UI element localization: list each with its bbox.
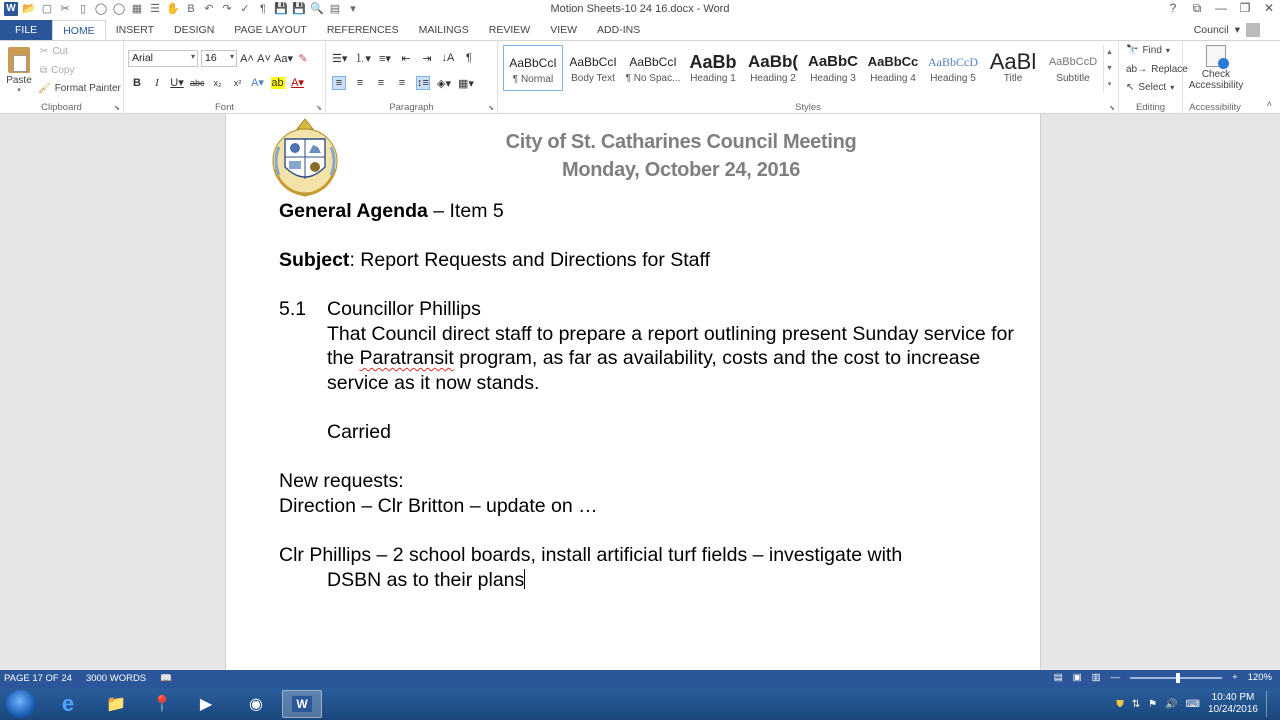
- window-controls: [1166, 1, 1276, 16]
- print-icon[interactable]: ▤: [329, 3, 341, 15]
- style-name: Title: [1003, 73, 1023, 84]
- paste-label: Paste: [6, 75, 32, 86]
- find-button[interactable]: [1126, 45, 1170, 56]
- bullets-icon[interactable]: ☰▾: [332, 52, 348, 65]
- tab-mailings[interactable]: MAILINGS: [418, 24, 469, 36]
- copy-label: Copy: [51, 65, 75, 76]
- style-heading-3[interactable]: [803, 45, 863, 91]
- dialog-launcher-icon[interactable]: ⬊: [1109, 105, 1115, 112]
- item-title: Councillor Phillips: [327, 298, 481, 320]
- style-sample: AaBb: [689, 52, 737, 72]
- style-name: Subtitle: [1056, 73, 1090, 84]
- align-left-icon[interactable]: ≡: [332, 76, 346, 90]
- read-mode-icon[interactable]: ▤: [1053, 672, 1063, 683]
- text-effects-icon[interactable]: A▾: [251, 77, 264, 89]
- chrome-icon[interactable]: ◉: [249, 696, 263, 713]
- title-bar: [0, 0, 1280, 20]
- tab-add-ins[interactable]: ADD-INS: [597, 24, 641, 36]
- tab-page-layout[interactable]: PAGE LAYOUT: [234, 24, 307, 36]
- replace-label: Replace: [1151, 64, 1188, 75]
- more-styles-icon[interactable]: ▾: [1107, 81, 1112, 88]
- open-folder-icon[interactable]: 📂: [22, 3, 36, 15]
- window-title: Motion Sheets-10 24 16.docx - Word: [550, 3, 730, 15]
- clock-date: 10/24/2016: [1207, 704, 1258, 715]
- zoom-slider-thumb[interactable]: [1176, 673, 1180, 683]
- editing-group-label: Editing: [1135, 102, 1166, 113]
- dialog-launcher-icon[interactable]: ⬊: [114, 105, 120, 112]
- align-right-icon[interactable]: ≡: [377, 77, 385, 89]
- format-painter-label: Format Painter: [54, 83, 121, 94]
- agenda-item: – Item 5: [427, 200, 504, 222]
- table-icon[interactable]: ▦: [131, 3, 143, 15]
- direction-line: Direction – Clr Britton – update on …: [279, 495, 598, 517]
- chevron-down-icon: ▾: [1165, 46, 1170, 55]
- scissors-icon: ✂: [40, 46, 49, 57]
- font-group: [124, 41, 326, 115]
- zoom-in-icon[interactable]: +: [1232, 672, 1238, 683]
- shrink-font-icon[interactable]: A˅: [257, 52, 271, 65]
- media-player-icon[interactable]: ▶: [199, 696, 213, 713]
- subject-line: [279, 248, 1019, 273]
- style-sample: AaBbCcI: [569, 55, 617, 69]
- line-spacing-icon[interactable]: ↕≡: [417, 77, 429, 89]
- change-case-icon[interactable]: Aa▾: [274, 53, 293, 65]
- save-as-icon[interactable]: 💾: [292, 3, 306, 15]
- replace-button[interactable]: [1126, 64, 1188, 75]
- restore-button[interactable]: ❐: [1239, 1, 1251, 15]
- list-icon[interactable]: ☰: [150, 3, 160, 15]
- copy-icon: ⧉: [40, 65, 48, 76]
- new-document-icon[interactable]: ▢: [41, 3, 53, 15]
- network-icon[interactable]: ⇅: [1131, 698, 1141, 710]
- style-title[interactable]: [983, 45, 1043, 91]
- tab-file[interactable]: FILE: [0, 20, 52, 40]
- style-body-text[interactable]: [563, 45, 623, 91]
- pilcrow-icon[interactable]: ¶: [465, 52, 472, 64]
- system-clock[interactable]: [1208, 692, 1258, 716]
- replace-icon: ab→: [1126, 64, 1148, 75]
- motion-result: Carried: [327, 420, 391, 443]
- word-app-icon[interactable]: W: [4, 2, 18, 16]
- superscript-icon[interactable]: x²: [233, 77, 242, 88]
- style-name: Heading 2: [750, 73, 796, 84]
- styles-gallery: [503, 45, 1103, 93]
- phillips-request-line2: DSBN as to their plans: [327, 568, 525, 591]
- font-name-value: Arial: [132, 52, 154, 64]
- new-page-icon[interactable]: ▯: [79, 3, 87, 15]
- highlight-color-icon[interactable]: ab: [271, 76, 284, 89]
- zoom-out-icon[interactable]: —: [1110, 672, 1121, 683]
- minimize-button[interactable]: —: [1215, 1, 1227, 15]
- ribbon: [0, 40, 1280, 114]
- binoculars-icon: 🔭: [1126, 45, 1139, 56]
- avatar: [1246, 23, 1260, 37]
- clear-formatting-icon[interactable]: ✎: [298, 53, 308, 65]
- agenda-label: General Agenda: [279, 200, 428, 222]
- style-sample: AaBbCc: [867, 54, 919, 69]
- cut-button[interactable]: [40, 46, 68, 57]
- chevron-down-icon[interactable]: ▼: [1106, 65, 1113, 72]
- clock-time: 10:40 PM: [1211, 692, 1255, 703]
- stamp-app-icon[interactable]: 📍: [152, 696, 172, 713]
- agenda-line: [279, 199, 1019, 224]
- show-desktop-button[interactable]: [1266, 691, 1274, 717]
- collapse-ribbon-icon[interactable]: ˄: [1266, 99, 1272, 109]
- styles-gallery-scroll[interactable]: [1103, 45, 1115, 93]
- motion-text-start: That Council direct staff to prepare a report outlining present Sunday service for the: [327, 322, 1014, 369]
- internet-explorer-icon[interactable]: e: [61, 691, 75, 716]
- spelling-check-icon[interactable]: ✓: [240, 3, 250, 15]
- shading-icon[interactable]: ◈▾: [437, 77, 451, 90]
- paste-button[interactable]: [6, 47, 32, 94]
- motion-text-end: program, as far as availability, costs and the cost to increase service as it now stands.: [327, 347, 981, 394]
- ribbon-display-options-button[interactable]: ⧉: [1192, 1, 1202, 15]
- chevron-up-icon[interactable]: ▲: [1106, 49, 1113, 56]
- tab-insert[interactable]: INSERT: [115, 24, 155, 36]
- style-sample: AaBl: [989, 51, 1037, 73]
- paragraph-group-label: Paragraph: [389, 102, 434, 113]
- page-count[interactable]: PAGE 17 OF 24: [4, 673, 72, 684]
- windows-taskbar: [0, 688, 1280, 720]
- clipboard-group: [0, 41, 124, 115]
- paintbrush-icon: 🖌: [38, 83, 51, 94]
- save-icon[interactable]: 💾: [274, 3, 288, 15]
- multilevel-list-icon[interactable]: ≡▾: [378, 52, 391, 65]
- style-heading-1[interactable]: [683, 45, 743, 91]
- close-button[interactable]: ✕: [1263, 1, 1275, 15]
- text-cursor: [524, 569, 525, 589]
- phillips-request-line1: Clr Phillips – 2 school boards, install artificial turf fields – investigate with: [279, 544, 903, 566]
- increase-indent-icon[interactable]: ⇥: [422, 52, 432, 65]
- chevron-down-icon: ▾: [1170, 83, 1175, 92]
- subject-text: : Report Requests and Directions for Staff: [349, 249, 711, 271]
- borders-icon[interactable]: ▦▾: [458, 77, 474, 90]
- phillips-request: [279, 543, 1019, 592]
- customize-qat-icon[interactable]: ▾: [350, 3, 356, 15]
- font-group-label: Font: [214, 102, 234, 113]
- font-name-combo[interactable]: [128, 50, 198, 67]
- file-explorer-icon[interactable]: 📁: [106, 696, 126, 713]
- style-heading-4[interactable]: [863, 45, 923, 91]
- style-name: Body Text: [571, 73, 615, 84]
- chevron-down-icon: ▾: [17, 87, 21, 94]
- paste-icon: [8, 47, 30, 73]
- redo-icon[interactable]: ↷: [222, 3, 232, 15]
- circle-icon[interactable]: ◯: [94, 3, 108, 15]
- strikethrough-icon[interactable]: abc: [190, 77, 205, 88]
- styles-group-label: Styles: [795, 102, 821, 113]
- motion-item: [279, 297, 1019, 444]
- select-label: Select: [1138, 82, 1167, 93]
- chevron-down-icon: ▾: [1234, 24, 1240, 36]
- style-no-spacing[interactable]: [623, 45, 683, 91]
- tab-view[interactable]: VIEW: [550, 24, 578, 36]
- system-tray: [1116, 691, 1274, 717]
- select-button[interactable]: [1126, 82, 1174, 93]
- tab-references[interactable]: REFERENCES: [326, 24, 399, 36]
- accessibility-checker-icon: [1206, 45, 1226, 67]
- print-layout-icon[interactable]: ▣: [1072, 672, 1082, 683]
- accessibility-group-label: Accessibility: [1189, 102, 1241, 113]
- style-sample: AaBbCcI: [509, 56, 557, 70]
- circle-green-icon[interactable]: ◯: [112, 3, 126, 15]
- ribbon-tabs: [0, 20, 1280, 40]
- hands-icon[interactable]: ✋: [166, 3, 180, 15]
- shield-icon[interactable]: ⛊: [1116, 698, 1124, 710]
- font-color-icon[interactable]: A▾: [291, 77, 304, 89]
- word-count[interactable]: 3000 WORDS: [85, 673, 147, 684]
- zoom-level[interactable]: 120%: [1247, 672, 1272, 683]
- numbering-icon[interactable]: ⒈▾: [354, 53, 371, 65]
- motion-text: [279, 322, 1019, 396]
- style-name: Heading 3: [810, 73, 856, 84]
- bold-icon[interactable]: B: [187, 3, 195, 15]
- spelling-flagged-word[interactable]: Paratransit: [359, 347, 454, 369]
- underline-icon[interactable]: U▾: [170, 77, 184, 89]
- tools-icon[interactable]: ✂: [60, 3, 70, 15]
- show-formatting-icon[interactable]: ¶: [260, 3, 266, 15]
- print-preview-icon[interactable]: 🔍: [310, 3, 324, 15]
- paragraph-group: [326, 41, 498, 115]
- format-painter-button[interactable]: [38, 83, 121, 94]
- style-sample: AaBb(: [747, 52, 799, 71]
- style-heading-5[interactable]: [923, 45, 983, 91]
- justify-icon[interactable]: ≡: [398, 77, 406, 89]
- italic-icon[interactable]: I: [155, 76, 159, 89]
- cut-label: Cut: [52, 46, 68, 57]
- grow-font-icon[interactable]: A˄: [240, 52, 254, 65]
- subscript-icon[interactable]: x₂: [213, 77, 222, 88]
- check-accessibility-label: Check Accessibility: [1188, 69, 1244, 91]
- style-name: Heading 1: [690, 73, 736, 84]
- style-heading-2[interactable]: [743, 45, 803, 91]
- dialog-launcher-icon[interactable]: ⬊: [316, 105, 322, 112]
- header-meeting-title: City of St. Catharines Council Meeting: [505, 131, 857, 153]
- style-sample: AaBbCcD: [1048, 56, 1098, 68]
- tab-review[interactable]: REVIEW: [488, 24, 531, 36]
- help-button[interactable]: ?: [1169, 1, 1177, 15]
- tab-design[interactable]: DESIGN: [174, 24, 215, 36]
- city-crest-logo: [269, 117, 341, 197]
- style-name: Heading 5: [930, 73, 976, 84]
- align-center-icon[interactable]: ≡: [356, 77, 364, 89]
- document-header: [376, 128, 986, 184]
- word-taskbar-icon[interactable]: [282, 690, 322, 718]
- header-meeting-date: Monday, October 24, 2016: [561, 159, 801, 181]
- document-page[interactable]: [225, 114, 1041, 670]
- copy-button[interactable]: [40, 65, 75, 76]
- document-canvas[interactable]: [0, 114, 1280, 670]
- style-sample: AaBbCcD: [928, 55, 978, 69]
- keyboard-icon[interactable]: ⌨: [1185, 698, 1200, 710]
- find-label: Find: [1142, 45, 1162, 56]
- check-accessibility-button[interactable]: [1186, 45, 1246, 91]
- style-sample: AaBbC: [807, 53, 858, 70]
- undo-icon[interactable]: ↶: [204, 3, 214, 15]
- style-normal[interactable]: [503, 45, 563, 91]
- account-name: Council: [1193, 24, 1229, 36]
- zoom-slider[interactable]: [1130, 677, 1222, 679]
- new-requests-heading: New requests:: [279, 470, 404, 492]
- flag-icon[interactable]: ⚑: [1148, 698, 1158, 710]
- cursor-icon: ↖: [1126, 82, 1135, 93]
- proofing-icon[interactable]: 📖: [160, 673, 172, 684]
- clipboard-group-label: Clipboard: [41, 102, 82, 113]
- phillips-request-line2-wrap: [279, 568, 1019, 593]
- subject-label: Subject: [279, 249, 350, 271]
- account-menu[interactable]: [1194, 23, 1260, 37]
- tab-home[interactable]: HOME: [52, 20, 106, 40]
- style-name: Heading 4: [870, 73, 916, 84]
- style-name: ¶ No Spac...: [625, 73, 681, 84]
- font-size-value: 16: [205, 52, 217, 64]
- style-sample: AaBbCcI: [629, 55, 677, 69]
- font-size-combo[interactable]: [201, 50, 237, 67]
- start-button[interactable]: [6, 690, 36, 718]
- sort-icon[interactable]: ↓A: [441, 52, 455, 64]
- bold-icon[interactable]: B: [133, 76, 141, 89]
- style-subtitle[interactable]: [1043, 45, 1103, 91]
- status-bar: [0, 670, 1280, 688]
- item-number: 5.1: [279, 298, 307, 320]
- web-layout-icon[interactable]: ▥: [1091, 672, 1101, 683]
- word-app-icon: W: [292, 696, 311, 712]
- volume-icon[interactable]: 🔊: [1165, 698, 1178, 710]
- dialog-launcher-icon[interactable]: ⬊: [488, 105, 494, 112]
- style-name: ¶ Normal: [512, 74, 554, 85]
- decrease-indent-icon[interactable]: ⇤: [401, 52, 411, 65]
